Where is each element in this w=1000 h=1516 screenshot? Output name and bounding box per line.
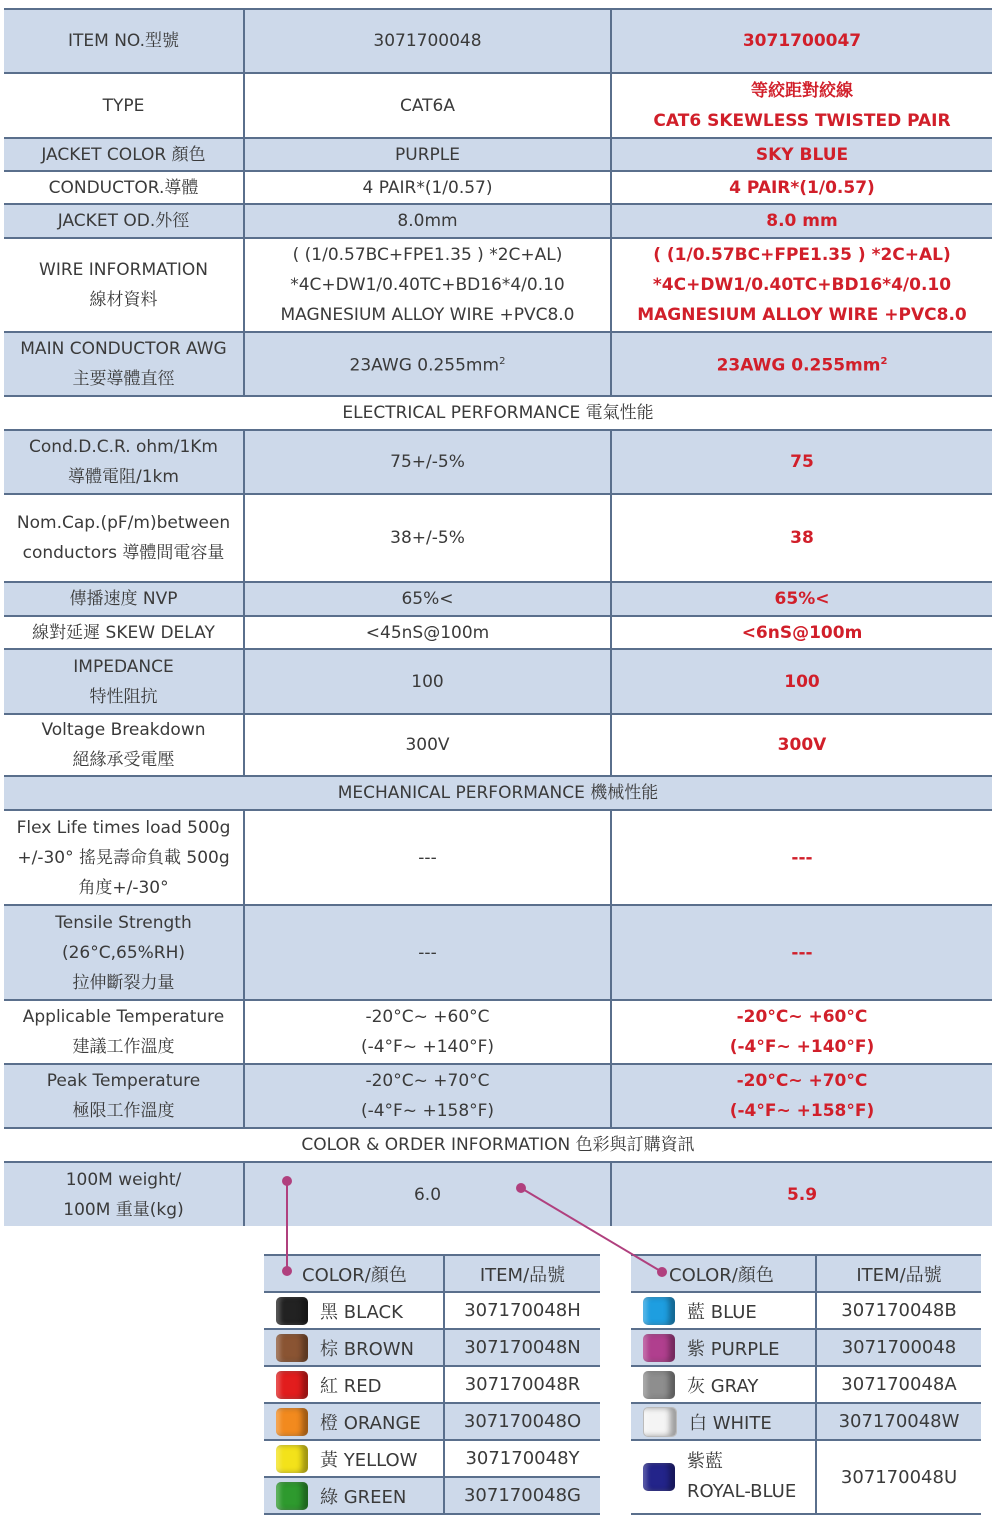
wire-info-b-1: ( (1/0.57BC+FPE1.35 ) *2C+AL) [653,245,951,265]
awg-b-value: 23AWG 0.255mm [716,355,881,376]
cap-label-2: conductors 導體間電容量 [22,543,225,563]
jacket-color-label: JACKET COLOR 顏色 [4,138,244,171]
weight-label-1: 100M weight/ [65,1169,182,1190]
voltage-label-zh: 絕緣承受電壓 [72,750,175,770]
right-connector-dot-top [516,1183,526,1193]
item-code: 307170048B [816,1292,981,1329]
item-code: 307170048O [444,1403,600,1440]
color-name: 橙 ORANGE [320,1412,421,1434]
tensile-label-1: Tensile Strength [55,912,192,933]
peak-temp-b-c: -20°C~ +70°C [736,1071,868,1091]
item-no-a: 3071700048 [244,9,611,73]
item-code: 307170048W [816,1403,981,1440]
right-connector-line [521,1188,662,1272]
flex-a: --- [244,810,611,905]
dcr-a: 75+/-5% [244,430,611,494]
color-name: 黑 BLACK [320,1301,403,1323]
wire-info-label-zh: 線材資料 [89,290,158,310]
voltage-b: 300V [611,714,992,776]
impedance-a: 100 [244,649,611,714]
color-name: 紅 RED [320,1375,382,1397]
item-code: 307170048N [444,1329,600,1366]
tensile-b: --- [611,905,992,1000]
wire-info-label-en: WIRE INFORMATION [39,260,208,280]
jacket-od-label: JACKET OD.外徑 [4,204,244,238]
cap-b: 38 [611,494,992,582]
impedance-b: 100 [611,649,992,714]
weight-b: 5.9 [611,1162,992,1226]
color-header: COLOR/顏色 [631,1255,816,1292]
skew-label: 線對延遲 SKEW DELAY [4,616,244,649]
awg-a-sup: 2 [499,356,506,368]
type-label: TYPE [4,73,244,138]
wire-info-a-3: MAGNESIUM ALLOY WIRE +PVC8.0 [280,305,575,325]
jacket-color-a: PURPLE [244,138,611,171]
impedance-label-en: IMPEDANCE [73,656,174,677]
voltage-label-en: Voltage Breakdown [41,720,206,740]
peak-temp-label-en: Peak Temperature [46,1071,201,1091]
nvp-label: 傳播速度 NVP [4,582,244,616]
left-connector-dot-bottom [282,1266,292,1276]
app-temp-b-c: -20°C~ +60°C [736,1007,868,1027]
impedance-label-zh: 特性阻抗 [89,686,158,707]
item-code: 307170048R [444,1366,600,1403]
nvp-a: 65%< [244,582,611,616]
peak-temp-a-c: -20°C~ +70°C [365,1071,490,1091]
wire-info-b-3: MAGNESIUM ALLOY WIRE +PVC8.0 [637,305,967,325]
skew-b: <6nS@100m [611,616,992,649]
color-name: 黃 YELLOW [320,1449,418,1471]
color-name: 白 WHITE [689,1412,772,1434]
item-no-b: 3071700047 [611,9,992,73]
mechanical-header: MECHANICAL PERFORMANCE 機械性能 [4,776,992,810]
item-no-label: ITEM NO.型號 [4,9,244,73]
awg-label-zh: 主要導體直徑 [72,369,175,389]
dcr-label-zh: 導體電阻/1km [68,467,179,487]
wire-info-a-1: ( (1/0.57BC+FPE1.35 ) *2C+AL) [292,245,563,265]
cap-label-1: Nom.Cap.(pF/m)between [16,513,231,533]
conductor-label: CONDUCTOR.導體 [4,171,244,204]
app-temp-a-f: (-4°F~ +140°F) [360,1037,495,1057]
app-temp-b-f: (-4°F~ +140°F) [729,1037,875,1057]
weight-a: 6.0 [244,1162,611,1226]
item-header: ITEM/品號 [444,1255,600,1292]
color-name-zh: 紫藍 [687,1451,723,1472]
item-code: 3071700048 [816,1329,981,1366]
color-name: 綠 GREEN [320,1486,407,1508]
tensile-label-2: (26°C,65%RH) [61,942,186,963]
color-name-en: ROYAL-BLUE [687,1481,797,1502]
wire-info-a-2: *4C+DW1/0.40TC+BD16*4/0.10 [290,275,565,295]
cap-a: 38+/-5% [244,494,611,582]
skew-a: <45nS@100m [244,616,611,649]
item-code: 307170048G [444,1477,600,1514]
item-code: 307170048H [444,1292,600,1329]
conductor-a: 4 PAIR*(1/0.57) [244,171,611,204]
color-name: 灰 GRAY [687,1375,759,1397]
color-name: 棕 BROWN [320,1338,415,1360]
voltage-a: 300V [244,714,611,776]
peak-temp-b-f: (-4°F~ +158°F) [729,1101,875,1121]
tensile-a: --- [244,905,611,1000]
peak-temp-a-f: (-4°F~ +158°F) [360,1101,495,1121]
awg-b-sup: 2 [880,356,888,368]
type-b-line2: CAT6 SKEWLESS TWISTED PAIR [653,110,951,131]
electrical-header: ELECTRICAL PERFORMANCE 電氣性能 [4,396,992,430]
app-temp-a-c: -20°C~ +60°C [365,1007,490,1027]
flex-label-1: Flex Life times load 500g [16,817,231,838]
color-name: 紫 PURPLE [687,1338,780,1360]
item-header: ITEM/品號 [816,1255,981,1292]
conductor-b: 4 PAIR*(1/0.57) [611,171,992,204]
jacket-od-b: 8.0 mm [611,204,992,238]
color-name: 藍 BLUE [687,1301,757,1323]
awg-label-en: MAIN CONDUCTOR AWG [20,339,227,359]
flex-b: --- [611,810,992,905]
peak-temp-label-zh: 極限工作溫度 [72,1101,175,1121]
item-code: 307170048A [816,1366,981,1403]
awg-a-value: 23AWG 0.255mm [349,355,500,376]
color-header: COLOR/顏色 [264,1255,444,1292]
tensile-label-3: 拉伸斷裂力量 [72,972,175,993]
weight-label-2: 100M 重量(kg) [63,1199,184,1220]
dcr-b: 75 [611,430,992,494]
wire-info-b-2: *4C+DW1/0.40TC+BD16*4/0.10 [652,275,952,295]
item-code: 307170048U [816,1440,981,1514]
type-b-line1: 等絞距對絞線 [751,80,853,101]
jacket-od-a: 8.0mm [244,204,611,238]
flex-label-3: 角度+/-30° [78,877,169,898]
jacket-color-b: SKY BLUE [611,138,992,171]
dcr-label-en: Cond.D.C.R. ohm/1Km [28,437,218,457]
nvp-b: 65%< [611,582,992,616]
right-connector-dot-bottom [657,1267,667,1277]
app-temp-label-en: Applicable Temperature [22,1007,225,1027]
left-connector-dot-top [282,1176,292,1186]
type-a: CAT6A [244,73,611,138]
order-header: COLOR & ORDER INFORMATION 色彩與訂購資訊 [4,1128,992,1162]
app-temp-label-zh: 建議工作溫度 [72,1037,175,1057]
item-code: 307170048Y [444,1440,600,1477]
flex-label-2: +/-30° 搖晃壽命負載 500g [17,847,230,868]
